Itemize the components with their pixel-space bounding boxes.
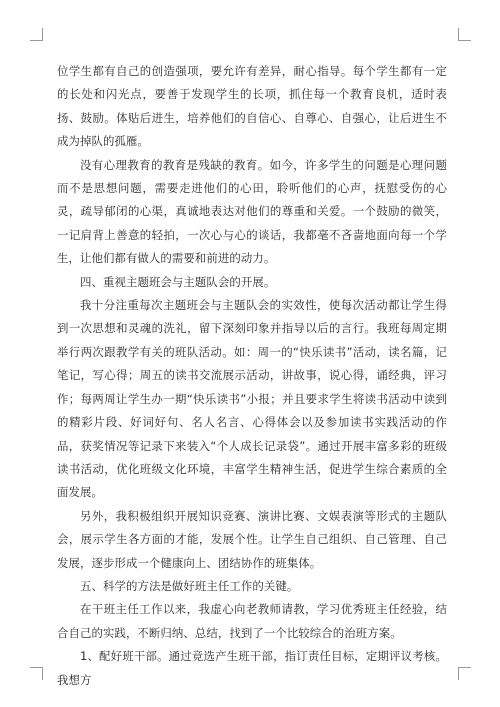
paragraph-experience: 在干班主任工作以来，我虚心向老教师请教，学习优秀班主任经验，结合自己的实践，不断归纳、总结，找到了一个比较综合的治班方案。: [57, 602, 447, 640]
section-heading-five: 五、科学的方法是做好班主任工作的关键。: [80, 578, 299, 593]
crop-mark-top-left: [30, 28, 43, 41]
paragraph-continuation: 位学生都有自己的创造强项，要允许有差异，耐心指导。每个学生都有一定的长处和闪光点，要善于发现学生的长项，抓住每一个教育良机，适时表扬、鼓励。体贴后进生，培养他们的自信心、自尊心、自强心，让后进生不成为掉队的孤雁。: [57, 64, 447, 149]
paragraph-class-meetings: 我十分注重每次主题班会与主题队会的实效性，使每次活动都让学生得到一次思想和灵魂的洗礼，留下深刻印象并指导以后的言行。我班每周定期举行两次跟教学有关的班队活动。如：周一的“快乐读书”活动，读名篇，记笔记，写心得；周五的读书交流展示活动，讲故事，说心得，诵经典，评习作；每两周让学生办一期“快乐读书”小报；并且要求学生将读书活动中读到的精彩片段、好词好句、名人名言、心得体会以及参加读书实践活动的作品，获奖情况等记录下来装入“个人成长记录袋”。通过开展丰富多彩的班级读书活动，优化班级文化环境，丰富学生精神生活，促进学生综合素质的全面发展。: [57, 298, 447, 500]
paragraph-psychology: 没有心理教育的教育是残缺的教育。如今，许多学生的问题是心理问题而不是思想问题，需要走进他们的心田，聆听他们的心声，抚慰受伤的心灵，疏导郁闭的心渠，真诚地表达对他们的尊重和关爱。一个鼓励的微笑，一记肩背上善意的轻拍，一次心与心的谈话，我都毫不吝啬地面向每一个学生，让他们都有做人的需要和前进的动力。: [57, 157, 447, 266]
crop-mark-top-right: [458, 28, 471, 41]
section-heading-four: 四、重视主题班会与主题队会的开展。: [80, 274, 276, 289]
paragraph-activities: 另外，我积极组织开展知识竞赛、演讲比赛、文娱表演等形式的主题队会，展示学生各方面的才能，发展个性。让学生自己组织、自己管理、自己发展，逐步形成一个健康向上、团结协作的班集体。: [57, 508, 447, 570]
crop-mark-bottom-left: [30, 667, 43, 680]
paragraph-class-cadres: 1、配好班干部。通过竞选产生班干部，指订责任目标，定期评议考核。我想方: [57, 649, 447, 687]
document-body: [57, 60, 447, 692]
crop-mark-bottom-right: [458, 667, 471, 680]
